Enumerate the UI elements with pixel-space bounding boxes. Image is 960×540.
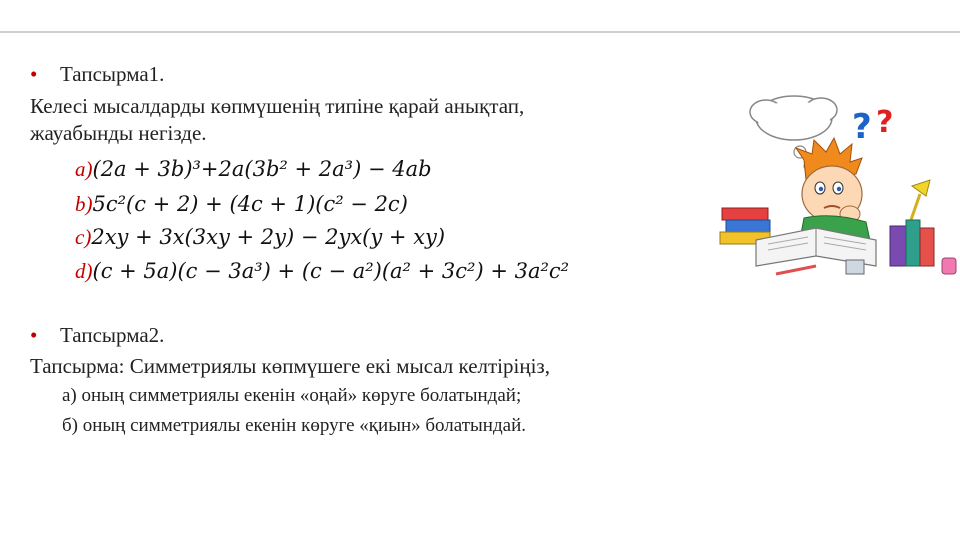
item-expression: 2xy + 3x(3xy + 2y) − 2yx(y + xy) xyxy=(91,225,446,249)
item-label: a) xyxy=(75,157,93,181)
task2-line3: б) оның симметриялы екенін көруге «қиын» болатындай. xyxy=(62,415,526,436)
question-mark-icon: ? xyxy=(876,105,894,140)
top-divider xyxy=(0,31,960,33)
bullet-icon: • xyxy=(30,62,38,86)
task1-intro-line2: жауабынды негізде. xyxy=(30,121,207,145)
task1-heading xyxy=(30,62,164,87)
item-expression: 5c²(c + 2) + (4c + 1)(c² − 2c) xyxy=(92,192,408,216)
bullet-icon: • xyxy=(30,323,38,347)
task2-line1: Тапсырма: Симметриялы көпмүшеге екі мысал келтіріңіз, xyxy=(30,354,550,378)
task1-item-c xyxy=(75,225,445,250)
boy-thinking-icon xyxy=(716,90,960,290)
task1-item-a xyxy=(75,157,432,182)
question-mark-icon: ? xyxy=(852,107,872,147)
task1-item-b xyxy=(75,192,408,217)
item-expression: (c + 5a)(c − 3a³) + (c − a²)(a² + 3c²) + 3a²c² xyxy=(92,259,570,283)
task2-heading xyxy=(30,323,164,348)
item-label: d) xyxy=(75,259,93,283)
task1-title: Тапсырма1. xyxy=(60,62,165,86)
item-label: b) xyxy=(75,192,93,216)
task2-line2: а) оның симметриялы екенін «оңай» көруге болатындай; xyxy=(62,385,522,406)
task1-intro-line1: Келесі мысалдарды көпмүшенің типіне қарай анықтап, xyxy=(30,94,525,118)
item-expression: (2a + 3b)³+2a(3b² + 2a³) − 4ab xyxy=(92,157,432,181)
task1-item-d xyxy=(75,259,569,284)
item-label: c) xyxy=(75,225,92,249)
task2-title: Тапсырма2. xyxy=(60,323,165,347)
